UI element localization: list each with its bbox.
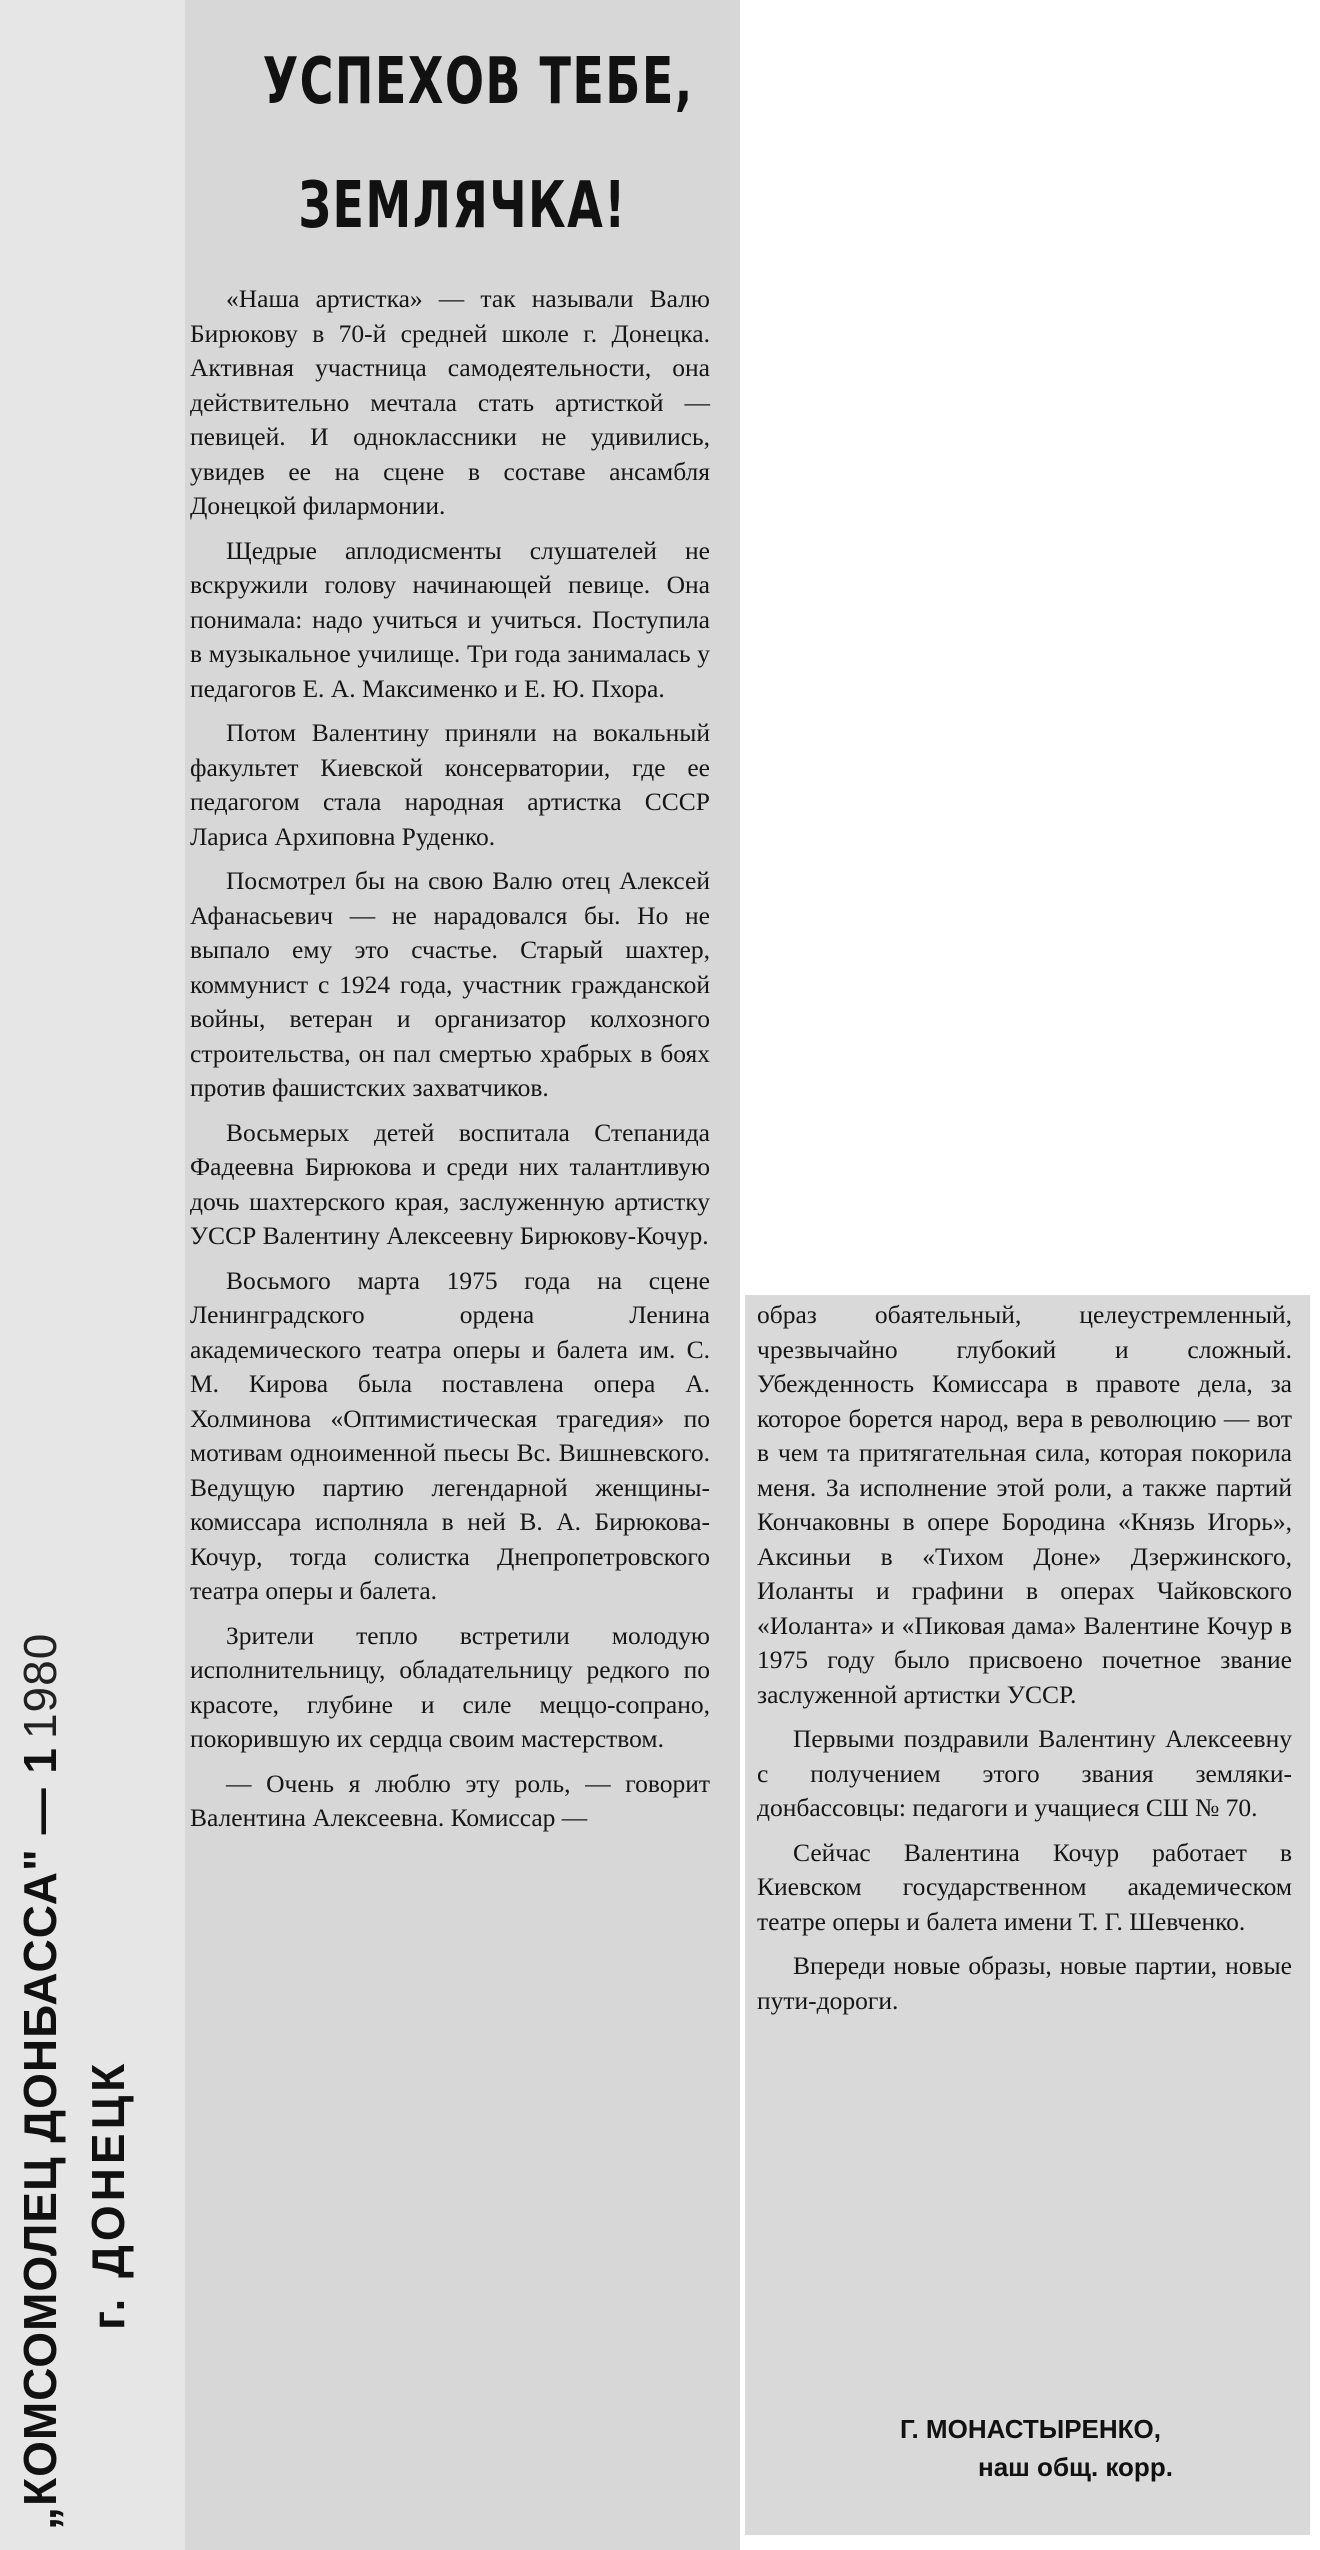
author-signature xyxy=(900,2410,1300,2486)
paragraph: — Очень я люблю эту роль, — говорит Валентина Алексеевна. Комиссар — xyxy=(190,1768,710,1832)
city-label: г. ДОНЕЦК xyxy=(81,2059,134,2330)
paragraph: Восьмого марта 1975 года на сцене Ленинградского ордена Ленина академического театра оперы и балета им. С. М. Кирова была поставлена опера А. Холминова «Оптимистическая трагедия» по мотивам одноименной пьесы Вс. Вишневского. Ведущую партию легендарной женщины-комиссара исполняла в ней В. А. Бирюкова-Кочур, тогда солистка Днепропетровского театра оперы и балета. xyxy=(190,1265,710,1605)
paragraph: Зрители тепло встретили молодую исполнительницу, обладательницу редкого по красоте, глубине и силе меццо-сопрано, покорившую их сердца своим мастерством. xyxy=(190,1620,710,1753)
paragraph: Потом Валентину приняли на вокальный факультет Киевской консерватории, где ее педагогом стала народная артистка СССР Лариса Архиповна Руденко. xyxy=(190,718,710,851)
headline-line-1: УСПЕХОВ ТЕБЕ, xyxy=(262,45,694,119)
newspaper-name: „КОМСОМОЛЕЦ ДОНБАССА" — 1 xyxy=(13,1747,66,2530)
paragraph: Восьмерых детей воспитала Степанида Фадеевна Бирюкова и среди них талантливую дочь шахтерского края, заслуженную артистку УССР Валентину Алексеевну Бирюкову-Кочур. xyxy=(190,1117,710,1250)
paragraph: Щедрые аплодисменты слушателей не вскружили голову начинающей певице. Она понимала: надо учиться и учиться. Поступила в музыкальное училище. Три года занималась у педагогов Е. А. Максименко и Е. Ю. Пхора. xyxy=(190,535,710,703)
author-name: Г. МОНАСТЫРЕНКО, xyxy=(900,2414,1161,2444)
paragraph: Сейчас Валентина Кочур работает в Киевском государственном академическом театре оперы и балета имени Т. Г. Шевченко. xyxy=(757,1837,1292,1936)
paragraph: образ обаятельный, целеустремленный, чрезвычайно глубокий и сложный. Убежденность Комиссара в правоте дела, за которое борется народ, вера в революцию — вот в чем та притягательная сила, которая покорила меня. За исполнение этой роли, а также партий Кончаковны в опере Бородина «Князь Игорь», Аксиньи в «Тихом Доне» Дзержинского, Иоланты и графини в операх Чайковского «Иоланта» и «Пиковая дама» Валентине Кочур в 1975 году было присвоено почетное звание заслуженной артистки УССР. xyxy=(757,1300,1292,1709)
paragraph: Посмотрел бы на свою Валю отец Алексей Афанасьевич — не нарадовался бы. Но не выпало ему это счастье. Старый шахтер, коммунист с 1924 года, участник гражданской войны, ветеран и организатор колхозного строительства, он пал смертью храбрых в боях против фашистских захватчиков. xyxy=(190,866,710,1102)
author-role: наш общ. корр. xyxy=(978,2452,1173,2482)
paragraph: Первыми поздравили Валентину Алексеевну с получением этого звания земляки-донбассовцы: педагоги и учащиеся СШ № 70. xyxy=(757,1724,1292,1822)
article-headline xyxy=(262,20,694,268)
source-caption xyxy=(0,1390,185,2550)
article-column-1 xyxy=(190,282,710,1846)
article-column-2 xyxy=(757,1298,1292,2028)
headline-line-2: ЗЕМЛЯЧКА! xyxy=(298,169,627,243)
paragraph: «Наша артистка» — так называли Валю Бирюкову в 70-й средней школе г. Донецка. Активная участница самодеятельности, она действительно мечтала стать артисткой — певицей. И одноклассники не удивились, увидев ее на сцене в составе ансамбля Донецкой филармонии. xyxy=(190,284,710,520)
paragraph: Впереди новые образы, новые партии, новые пути-дороги. xyxy=(757,1951,1292,2015)
date-stamp: 1980 xyxy=(13,1632,66,1740)
